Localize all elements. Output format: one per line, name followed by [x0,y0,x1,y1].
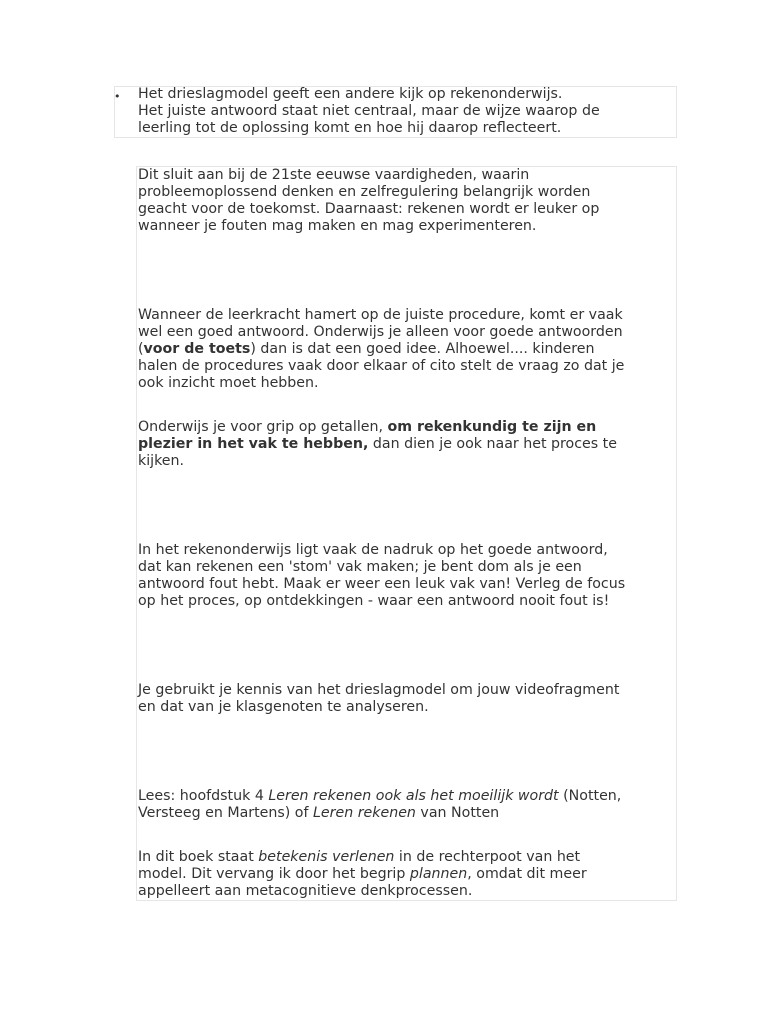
line-end: (Notten, [558,788,622,804]
paragraph-rekenonderwijs [138,542,678,610]
paragraph-boek [138,849,678,900]
bold-voor-de-toets: voor de toets [143,341,251,357]
line-end: , omdat dit meer [467,866,587,882]
paragraph-line: en dat van je klasgenoten te analyseren. [138,699,429,715]
paragraph-line: kijken. [138,453,185,469]
paren-open: ( [138,341,144,357]
paragraph-line [138,849,678,866]
paragraph-line: Wanneer de leerkracht hamert op de juiste procedure, komt er vaak [138,307,623,323]
paragraph-line [138,419,678,436]
line-plain: Lees: hoofdstuk 4 [138,788,269,804]
line-rest: ) dan is dat een goed idee. Alhoewel.... kinderen [250,341,595,357]
italic-term: plannen [409,866,468,882]
line-plain: dan dien je ook naar het proces te [368,436,617,452]
book-title: Leren rekenen ook als het moeilijk wordt [268,788,559,804]
paragraph-line: In het rekenonderwijs ligt vaak de nadruk op het goede antwoord, [138,542,608,558]
paragraph-line [138,341,678,358]
bullet-marker: • [114,90,121,103]
paragraph-line [138,805,678,822]
paragraph-line: op het proces, op ontdekkingen - waar een antwoord nooit fout is! [138,593,610,609]
paragraph-line: Dit sluit aan bij de 21ste eeuwse vaardigheden, waarin [138,167,530,183]
paragraph-line [138,436,678,453]
paragraph-videofragment [138,682,678,716]
paragraph-line: antwoord fout hebt. Maak er weer een leuk vak van! Verleg de focus [138,576,626,592]
italic-term: betekenis verlenen [258,849,395,865]
line-end: van Notten [415,805,500,821]
bold-plezier: plezier in het vak te hebben, [138,436,369,452]
paragraph-line: wanneer je fouten mag maken en mag experimenteren. [138,218,537,234]
line-end: in de rechterpoot van het [394,849,581,865]
paragraph-lees [138,788,678,822]
paragraph-line: Je gebruikt je kennis van het drieslagmodel om jouw videofragment [138,682,620,698]
paragraph-line: wel een goed antwoord. Onderwijs je alleen voor goede antwoorden [138,324,623,340]
intro-line: Het drieslagmodel geeft een andere kijk op rekenonderwijs. [138,86,563,102]
paragraph-line: halen de procedures vaak door elkaar of cito stelt de vraag zo dat je [138,358,625,374]
line-plain: Onderwijs je voor grip op getallen, [138,419,388,435]
paragraph-21ste-eeuwse [138,167,678,235]
paragraph-grip-op-getallen [138,419,678,470]
book-title: Leren rekenen [313,805,416,821]
paragraph-line [138,788,678,805]
paragraph-line: probleemoplossend denken en zelfregulering belangrijk worden [138,184,591,200]
intro-line: Het juiste antwoord staat niet centraal, maar de wijze waarop de [138,103,600,119]
paragraph-line: ook inzicht moet hebben. [138,375,319,391]
line-plain: Versteeg en Martens) of [138,805,313,821]
paragraph-procedure [138,307,678,392]
paragraph-line [138,866,678,883]
intro-line: leerling tot de oplossing komt en hoe hij daarop reflecteert. [138,120,562,136]
intro-paragraph [138,86,678,137]
line-plain: model. Dit vervang ik door het begrip [138,866,410,882]
bold-rekenkundig: om rekenkundig te zijn en [387,419,597,435]
paragraph-line: geacht voor de toekomst. Daarnaast: rekenen wordt er leuker op [138,201,600,217]
paragraph-line: dat kan rekenen een 'stom' vak maken; je bent dom als je een [138,559,582,575]
line-plain: In dit boek staat [138,849,259,865]
paragraph-line: appelleert aan metacognitieve denkprocessen. [138,883,473,899]
